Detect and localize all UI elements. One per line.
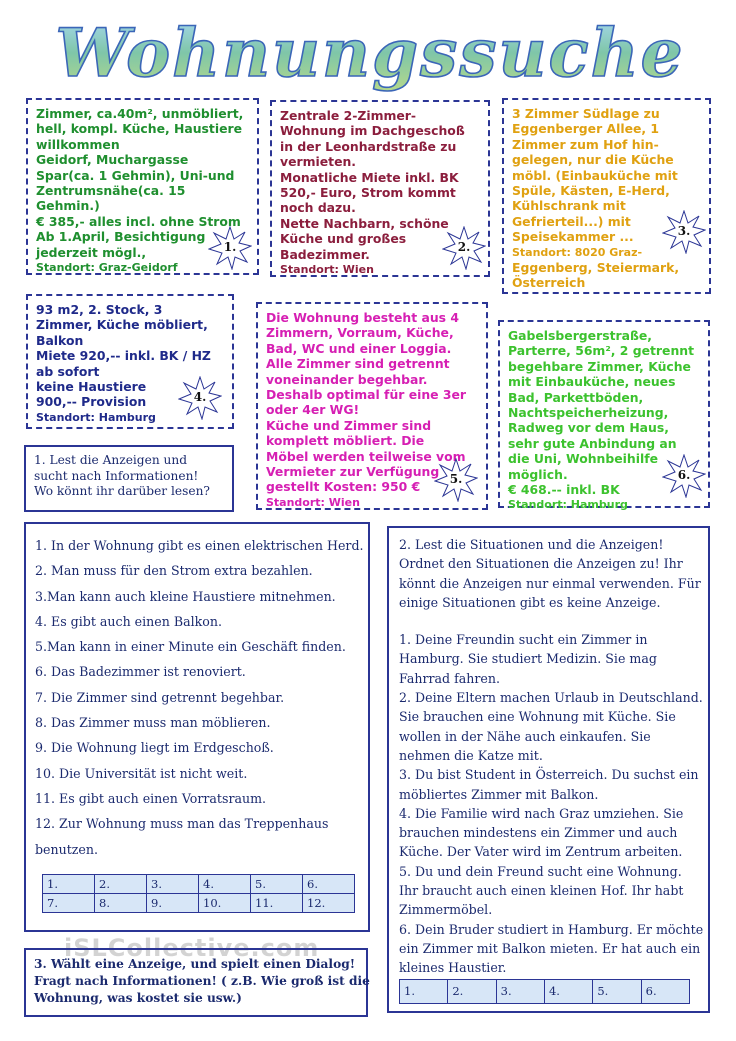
- answer-cell[interactable]: 1.: [43, 875, 95, 894]
- situation-line: möbliertes Zimmer mit Balkon.: [399, 786, 599, 802]
- ad-line: Bad, WC und einer Loggia.: [266, 340, 452, 356]
- statement: 5.Man kann in einer Minute ein Geschäft finden.: [35, 639, 346, 655]
- task-2-instruction: einige Situationen gibt es keine Anzeige.: [399, 594, 661, 610]
- ad-location: Standort: Wien: [280, 263, 374, 277]
- situation-line: Hamburg. Sie studiert Medizin. Sie mag: [399, 651, 657, 667]
- ad-line: 3 Zimmer Südlage zu: [512, 106, 660, 121]
- situation-line: 1. Deine Freundin sucht ein Zimmer in: [399, 632, 648, 648]
- ad-line: Kühlschrank mit: [512, 198, 626, 214]
- ad-line: keine Haustiere: [36, 379, 147, 395]
- ad-line: vermieten.: [280, 154, 357, 170]
- page-title: [40, 14, 700, 92]
- ad-line: Zimmer, Küche möbliert,: [36, 317, 208, 333]
- situation-line: kleines Haustier.: [399, 960, 507, 976]
- title-text: Wohnungssuche: [55, 14, 685, 92]
- ad-line: gestellt Kosten: 950 €: [266, 479, 421, 495]
- ad-line: Küche und großes: [280, 231, 407, 247]
- table-row: [43, 894, 355, 913]
- statement: benutzen.: [35, 841, 98, 857]
- ad-line: € 385,- alles incl. ohne Strom: [36, 213, 241, 229]
- ad-location: Eggenberg, Steiermark,: [512, 260, 680, 276]
- ad-line: 93 m2, 2. Stock, 3: [36, 302, 163, 317]
- statement: 11. Es gibt auch einen Vorratsraum.: [35, 790, 267, 806]
- ad-line: Bad, Parkettböden,: [508, 389, 644, 405]
- title-wordart: [40, 14, 700, 92]
- star-badge-icon: [662, 210, 706, 254]
- situation-line: ein Zimmer mit Balkon mieten. Er hat auch ein: [399, 940, 701, 956]
- ad-location: Österreich: [512, 275, 586, 291]
- situation-line: 4. Die Familie wird nach Graz umziehen. Sie: [399, 805, 684, 821]
- star-badge-icon: [208, 226, 252, 270]
- situation-line: nehmen die Katze mit.: [399, 747, 543, 763]
- answer-cell[interactable]: 8.: [95, 894, 147, 913]
- table-row: [400, 980, 690, 1004]
- spacer: [399, 612, 698, 630]
- star-badge-icon: [178, 376, 222, 420]
- answer-cell[interactable]: 3.: [496, 980, 544, 1004]
- table-row: [43, 875, 355, 894]
- ad-line: Ab 1.April, Besichtigung: [36, 229, 206, 245]
- ad-line: 900,-- Provision: [36, 394, 147, 410]
- statement: 6. Das Badezimmer ist renoviert.: [35, 664, 246, 680]
- answer-cell[interactable]: 3.: [147, 875, 199, 894]
- ad-line: Monatliche Miete inkl. BK: [280, 169, 459, 185]
- ad-line: Eggenberger Allee, 1: [512, 121, 660, 137]
- ad-line: Speisekammer ...: [512, 229, 634, 245]
- task-1-text: sucht nach Informationen!: [34, 468, 199, 483]
- answer-cell[interactable]: 6.: [641, 980, 689, 1004]
- statement: 2. Man muss für den Strom extra bezahlen.: [35, 563, 313, 579]
- task-2-instruction: 2. Lest die Situationen und die Anzeigen!: [399, 537, 664, 552]
- statement: 3.Man kann auch kleine Haustiere mitnehmen.: [35, 588, 336, 604]
- task-3-text: Fragt nach Informationen! ( z.B. Wie groß ist die: [34, 974, 370, 988]
- ad-line: Gefrierteil...) mit: [512, 213, 631, 229]
- ad-location: Standort: Wien: [266, 495, 360, 509]
- answer-cell[interactable]: 2.: [95, 875, 147, 894]
- ad-line: sehr gute Anbindung an: [508, 435, 677, 451]
- ad-line: Geidorf, Muchargasse: [36, 152, 189, 168]
- task-1-text: Wo könnt ihr darüber lesen?: [34, 484, 210, 498]
- task-2-instruction: Ordnet den Situationen die Anzeigen zu! Ihr: [399, 556, 683, 572]
- ad-line: Zimmer zum Hof hin-: [512, 136, 659, 152]
- ad-location: Standort: Graz-Geidorf: [36, 261, 178, 275]
- ad-1: [26, 98, 259, 275]
- answer-cell[interactable]: 6.: [303, 875, 355, 894]
- ad-line: Nette Nachbarn, schöne: [280, 215, 449, 231]
- star-badge-icon: [434, 458, 478, 502]
- ad-line: Nachtspeicherheizung,: [508, 405, 669, 421]
- ad-line: Deshalb optimal für eine 3er: [266, 387, 467, 403]
- task-3-box: [24, 948, 368, 1017]
- ad-line: Wohnung im Dachgeschoß: [280, 123, 465, 139]
- ad-number: 4.: [193, 390, 207, 405]
- ad-line: voneinander begehbar.: [266, 371, 428, 387]
- situation-line: wollen in der Nähe auch einkaufen. Sie: [399, 728, 651, 744]
- ad-line: Radweg vor dem Haus,: [508, 420, 669, 436]
- ad-line: die Uni, Wohnbeihilfe: [508, 451, 658, 467]
- ad-number: 3.: [677, 224, 691, 239]
- ad-4: [26, 294, 234, 429]
- ad-line: 520,- Euro, Strom kommt: [280, 185, 456, 201]
- ad-number: 6.: [677, 468, 691, 483]
- ad-line: möglich.: [508, 466, 568, 482]
- ad-line: € 468.-- inkl. BK: [508, 482, 620, 498]
- ad-line: oder 4er WG!: [266, 402, 360, 418]
- ad-line: Vermieter zur Verfügung: [266, 464, 440, 480]
- ad-line: Gehmin.): [36, 198, 100, 214]
- ad-line: komplett möbliert. Die: [266, 433, 425, 449]
- ad-2: [270, 100, 490, 277]
- answer-cell[interactable]: 10.: [199, 894, 251, 913]
- ad-line: willkommen: [36, 136, 120, 152]
- ad-line: noch dazu.: [280, 200, 356, 216]
- ad-location: Standort: Hamburg: [36, 410, 156, 424]
- ad-line: begehbare Zimmer, Küche: [508, 358, 691, 374]
- statements-box: [24, 522, 370, 932]
- ad-5: [256, 302, 488, 510]
- ad-line: hell, kompl. Küche, Haustiere: [36, 121, 243, 137]
- situation-line: Ihr braucht auch einen kleinen Hof. Ihr habt: [399, 883, 684, 899]
- task-3-text: 3. Wählt eine Anzeige, und spielt einen Dialog!: [34, 957, 356, 971]
- ad-3: [502, 98, 711, 294]
- statement: 4. Es gibt auch einen Balkon.: [35, 613, 222, 629]
- situation-line: Zimmermöbel.: [399, 902, 493, 918]
- situation-line: 5. Du und dein Freund sucht eine Wohnung.: [399, 863, 682, 879]
- star-badge-icon: [662, 454, 706, 498]
- ad-line: Zimmer, ca.40m², unmöbliert,: [36, 106, 244, 121]
- ad-line: in der Leonhardstraße zu: [280, 138, 457, 154]
- ad-line: Die Wohnung besteht aus 4: [266, 310, 459, 325]
- ad-6: [498, 320, 710, 512]
- ad-line: ab sofort: [36, 363, 100, 379]
- answer-cell[interactable]: 4.: [544, 980, 592, 1004]
- situation-line: 6. Dein Bruder studiert in Hamburg. Er möchte: [399, 921, 704, 937]
- situation-line: Sie brauchen eine Wohnung mit Küche. Sie: [399, 709, 676, 725]
- ad-location: Standort: Hamburg: [508, 498, 628, 512]
- ad-line: Badezimmer.: [280, 246, 370, 262]
- answer-cell[interactable]: 2.: [448, 980, 496, 1004]
- situation-line: Küche. Der Vater wird im Zentrum arbeiten.: [399, 844, 683, 860]
- situation-line: 3. Du bist Student in Österreich. Du suchst ein: [399, 767, 699, 783]
- answer-cell[interactable]: 1.: [400, 980, 448, 1004]
- ad-line: Gabelsbergerstraße,: [508, 328, 652, 343]
- ad-location: Standort: 8020 Graz-: [512, 245, 643, 259]
- star-badge-icon: [442, 226, 486, 270]
- task-1-text: 1. Lest die Anzeigen und: [34, 453, 188, 467]
- answer-cell[interactable]: 7.: [43, 894, 95, 913]
- answer-cell[interactable]: 11.: [251, 894, 303, 913]
- situation-line: brauchen mindestens ein Zimmer und auch: [399, 825, 678, 841]
- watermark: iSLCollective.com: [64, 934, 320, 962]
- ad-line: Möbel werden teilweise vom: [266, 448, 466, 464]
- ad-number: 1.: [223, 240, 237, 255]
- ad-line: Spar(ca. 1 Gehmin), Uni-und: [36, 167, 235, 183]
- ad-line: Küche und Zimmer sind: [266, 417, 432, 433]
- ad-line: gelegen, nur die Küche: [512, 152, 674, 168]
- ad-line: Parterre, 56m², 2 getrennt: [508, 343, 695, 359]
- ad-line: jederzeit mögl.,: [36, 244, 147, 260]
- statement: 9. Die Wohnung liegt im Erdgeschoß.: [35, 740, 274, 756]
- answer-grid-2: [399, 979, 690, 1004]
- ad-line: mit Einbauküche, neues: [508, 374, 676, 390]
- ad-line: Zimmern, Vorraum, Küche,: [266, 325, 454, 341]
- statement: 1. In der Wohnung gibt es einen elektrischen Herd.: [35, 538, 364, 553]
- statement: 12. Zur Wohnung muss man das Treppenhaus: [35, 816, 329, 832]
- task-2-instruction: könnt die Anzeigen nur einmal verwenden. Für: [399, 575, 701, 591]
- ad-line: möbl. (Einbauküche mit: [512, 167, 678, 183]
- ad-line: Zentrale 2-Zimmer-: [280, 108, 417, 123]
- answer-cell[interactable]: 4.: [199, 875, 251, 894]
- statement: 8. Das Zimmer muss man möblieren.: [35, 715, 271, 731]
- situation-line: 2. Deine Eltern machen Urlaub in Deutschland.: [399, 690, 703, 706]
- ad-line: Balkon: [36, 332, 84, 348]
- answer-grid-1: [42, 874, 355, 913]
- answer-cell[interactable]: 12.: [303, 894, 355, 913]
- answer-cell[interactable]: 5.: [251, 875, 303, 894]
- ad-line: Spüle, Kästen, E-Herd,: [512, 183, 670, 199]
- ad-line: Miete 920,-- inkl. BK / HZ: [36, 348, 211, 364]
- statement: 7. Die Zimmer sind getrennt begehbar.: [35, 689, 285, 705]
- ad-line: Alle Zimmer sind getrennt: [266, 356, 450, 372]
- situation-line: Fahrrad fahren.: [399, 670, 500, 686]
- task-1-box: [24, 445, 234, 512]
- task-3-text: Wohnung, was kostet sie usw.): [34, 991, 242, 1005]
- ad-number: 5.: [449, 472, 463, 487]
- ad-number: 2.: [457, 240, 471, 255]
- answer-cell[interactable]: 9.: [147, 894, 199, 913]
- task-2-box: [387, 526, 710, 1013]
- statement: 10. Die Universität ist nicht weit.: [35, 765, 248, 781]
- answer-cell[interactable]: 5.: [593, 980, 641, 1004]
- ad-line: Zentrumsnähe(ca. 15: [36, 183, 186, 199]
